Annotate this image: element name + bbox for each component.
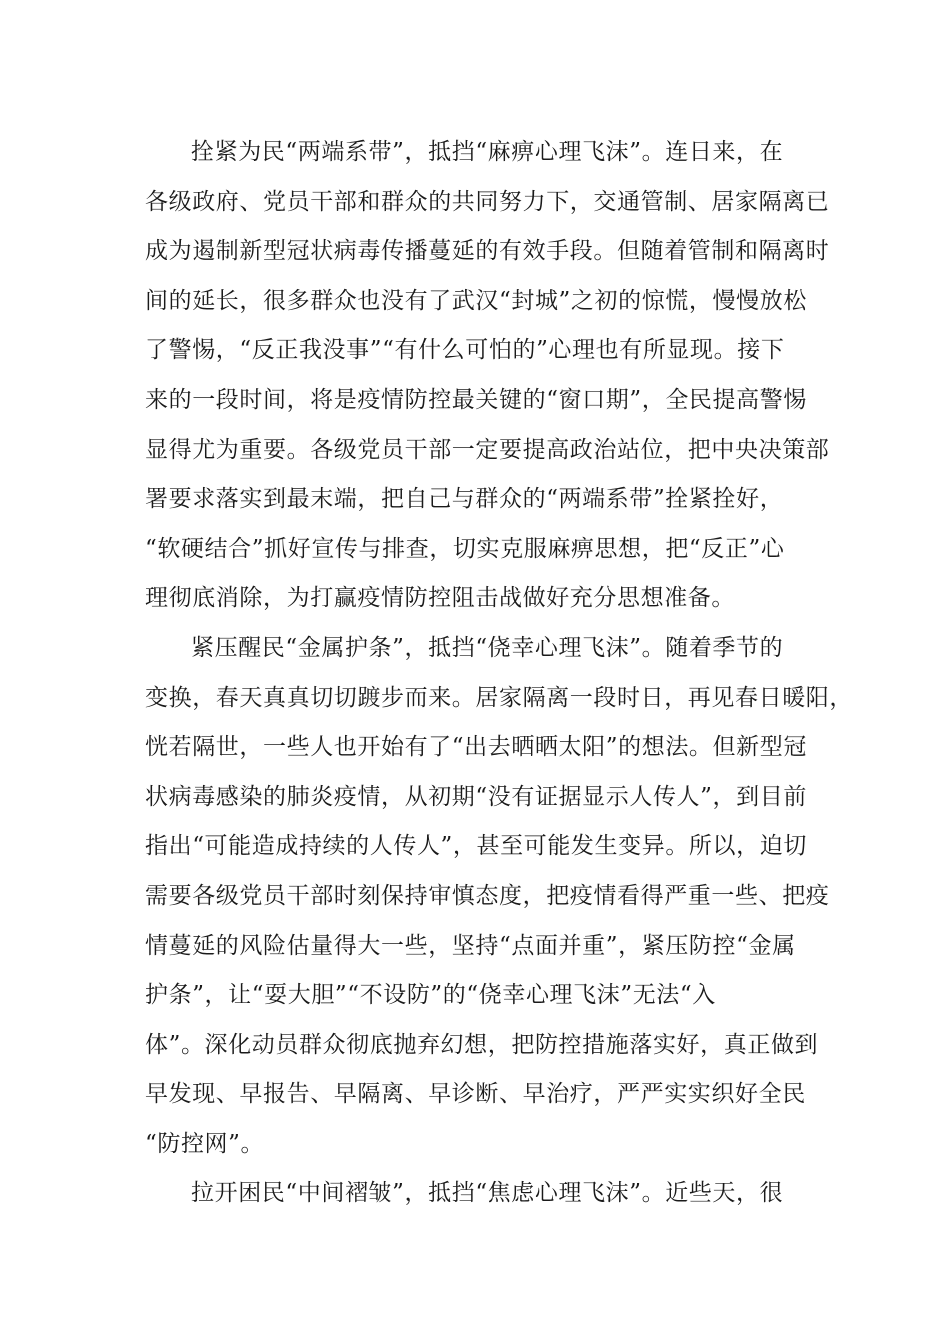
document-body: [145, 134, 853, 1225]
paragraph-line: 拴紧为民“两端系带”，抵挡“麻痹心理飞沫”。连日来，在: [191, 139, 784, 165]
paragraph-line: 署要求落实到最末端，把自己与群众的“两端系带”拴紧拴好，: [145, 486, 784, 513]
paragraph-line: 恍若隔世，一些人也开始有了“出去晒晒太阳”的想法。但新型冠: [145, 734, 807, 761]
paragraph-1: [145, 134, 830, 630]
paragraph-line: 拉开困民“中间褶皱”，抵挡“焦虑心理飞沫”。近些天，很: [191, 1180, 784, 1207]
paragraph-2: [145, 630, 853, 1176]
paragraph-line: 需要各级党员干部时刻保持审慎态度，把疫情看得严重一些、把疫: [145, 882, 830, 909]
paragraph-line: “防控网”。: [145, 1130, 265, 1157]
paragraph-3: [145, 1175, 825, 1225]
paragraph-line: 了警惕，“反正我没事”“有什么可怕的”心理也有所显现。接下: [145, 337, 785, 364]
paragraph-line: 状病毒感染的肺炎疫情，从初期“没有证据显示人传人”，到目前: [145, 783, 807, 810]
paragraph-line: 紧压醒民“金属护条”，抵挡“侥幸心理飞沫”。随着季节的: [191, 634, 784, 661]
paragraph-line: 理彻底消除，为打赢疫情防控阻击战做好充分思想准备。: [145, 585, 735, 612]
paragraph-line: 显得尤为重要。各级党员干部一定要提高政治站位，把中央决策部: [145, 436, 830, 463]
paragraph-line: 各级政府、党员干部和群众的共同努力下，交通管制、居家隔离已: [145, 188, 830, 215]
paragraph-line: 来的一段时间，将是疫情防控最关键的“窗口期”，全民提高警惕: [145, 386, 807, 413]
paragraph-line: 体”。深化动员群众彻底抛弃幻想，把防控措施落实好，真正做到: [145, 1031, 819, 1058]
paragraph-line: 早发现、早报告、早隔离、早诊断、早治疗，严严实实织好全民: [145, 1081, 806, 1108]
paragraph-line: 情蔓延的风险估量得大一些，坚持“点面并重”，紧压防控“金属: [145, 932, 796, 959]
paragraph-line: 护条”，让“耍大胆”“不设防”的“侥幸心理飞沫”无法“入: [145, 982, 716, 1009]
paragraph-line: 变换，春天真真切切踱步而来。居家隔离一段时日，再见春日暖阳，: [145, 684, 853, 711]
paragraph-line: 指出“可能造成持续的人传人”，甚至可能发生变异。所以，迫切: [145, 833, 807, 860]
paragraph-line: 间的延长，很多群众也没有了武汉“封城”之初的惊慌，慢慢放松: [145, 287, 807, 314]
paragraph-line: 成为遏制新型冠状病毒传播蔓延的有效手段。但随着管制和隔离时: [145, 238, 830, 265]
paragraph-line: “软硬结合”抓好宣传与排查，切实克服麻痹思想，把“反正”心: [145, 535, 785, 562]
